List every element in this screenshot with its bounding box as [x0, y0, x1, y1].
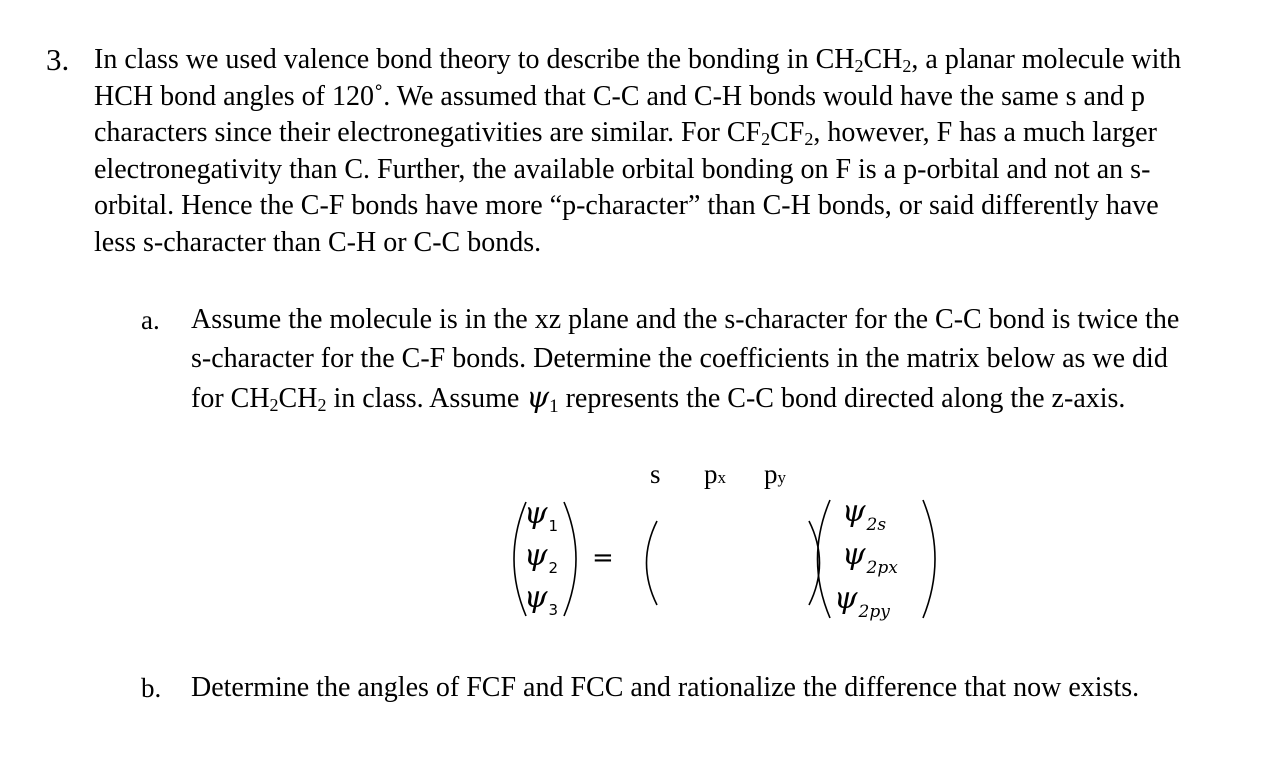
question-line-3: characters since their electronegativities are similar. For $CF_2CF_2$, however, F has a much larger: [94, 117, 1157, 149]
column-header-s: s: [650, 459, 661, 489]
right-vector-close-paren: [923, 500, 935, 618]
part-b-label: b.: [141, 673, 162, 703]
part-a-text: [191, 301, 1251, 427]
right-vector-entry-2py: $\psi_{2py}$: [834, 581, 890, 622]
right-vector-entry-2s: $\psi_{2s}$: [842, 494, 887, 535]
left-vector-entry-2: $\psi_2$: [524, 538, 559, 577]
question-number: 3.: [46, 42, 70, 77]
column-header-px: px: [704, 459, 726, 489]
question-line-1: In class we used valence bond theory to describe the bonding in $CH_2CH_2$, a planar molecule with: [94, 44, 1182, 76]
column-header-py: py: [764, 459, 786, 489]
left-vector-close-paren: [564, 502, 576, 616]
part-a-line-2: s-character for the C-F bonds. Determine the coefficients in the matrix below as we did: [191, 342, 1168, 374]
right-vector-entry-2px: $\psi_{2px}$: [842, 537, 898, 578]
psi-1-subscript: 1: [549, 396, 559, 417]
left-vector-entry-3: $\psi_3$: [524, 580, 559, 619]
question-line-6: less s-character than C-H or C-C bonds.: [94, 226, 542, 258]
part-b-text: Determine the angles of FCF and FCC and rationalize the difference that now exists.: [191, 672, 1140, 703]
question-line-2: HCH bond angles of 120˚. We assumed that C-C and C-H bonds would have the same s and p: [94, 80, 1145, 112]
question-line-5: orbital. Hence the C-F bonds have more “p-character” than C-H bonds, or said differently have: [94, 190, 1159, 221]
equals-sign: =: [592, 543, 614, 573]
part-a-line-1: Assume the molecule is in the xz plane and the s-character for the C-C bond is twice the: [191, 304, 1180, 335]
left-vector-entry-1: $\psi_1$: [524, 496, 559, 535]
matrix-open-paren: [647, 521, 658, 605]
part-a-line-3: for $CH_2CH_2$ in class. Assume ψ1 represents the C-C bond directed along the z-axis.: [191, 380, 1126, 417]
psi-1-symbol: ψ: [526, 380, 550, 414]
question-text: [94, 42, 1254, 261]
question-line-4: electronegativity than C. Further, the available orbital bonding on F is a p-orbital and not an s-: [94, 153, 1151, 185]
part-a-label: a.: [141, 305, 160, 335]
